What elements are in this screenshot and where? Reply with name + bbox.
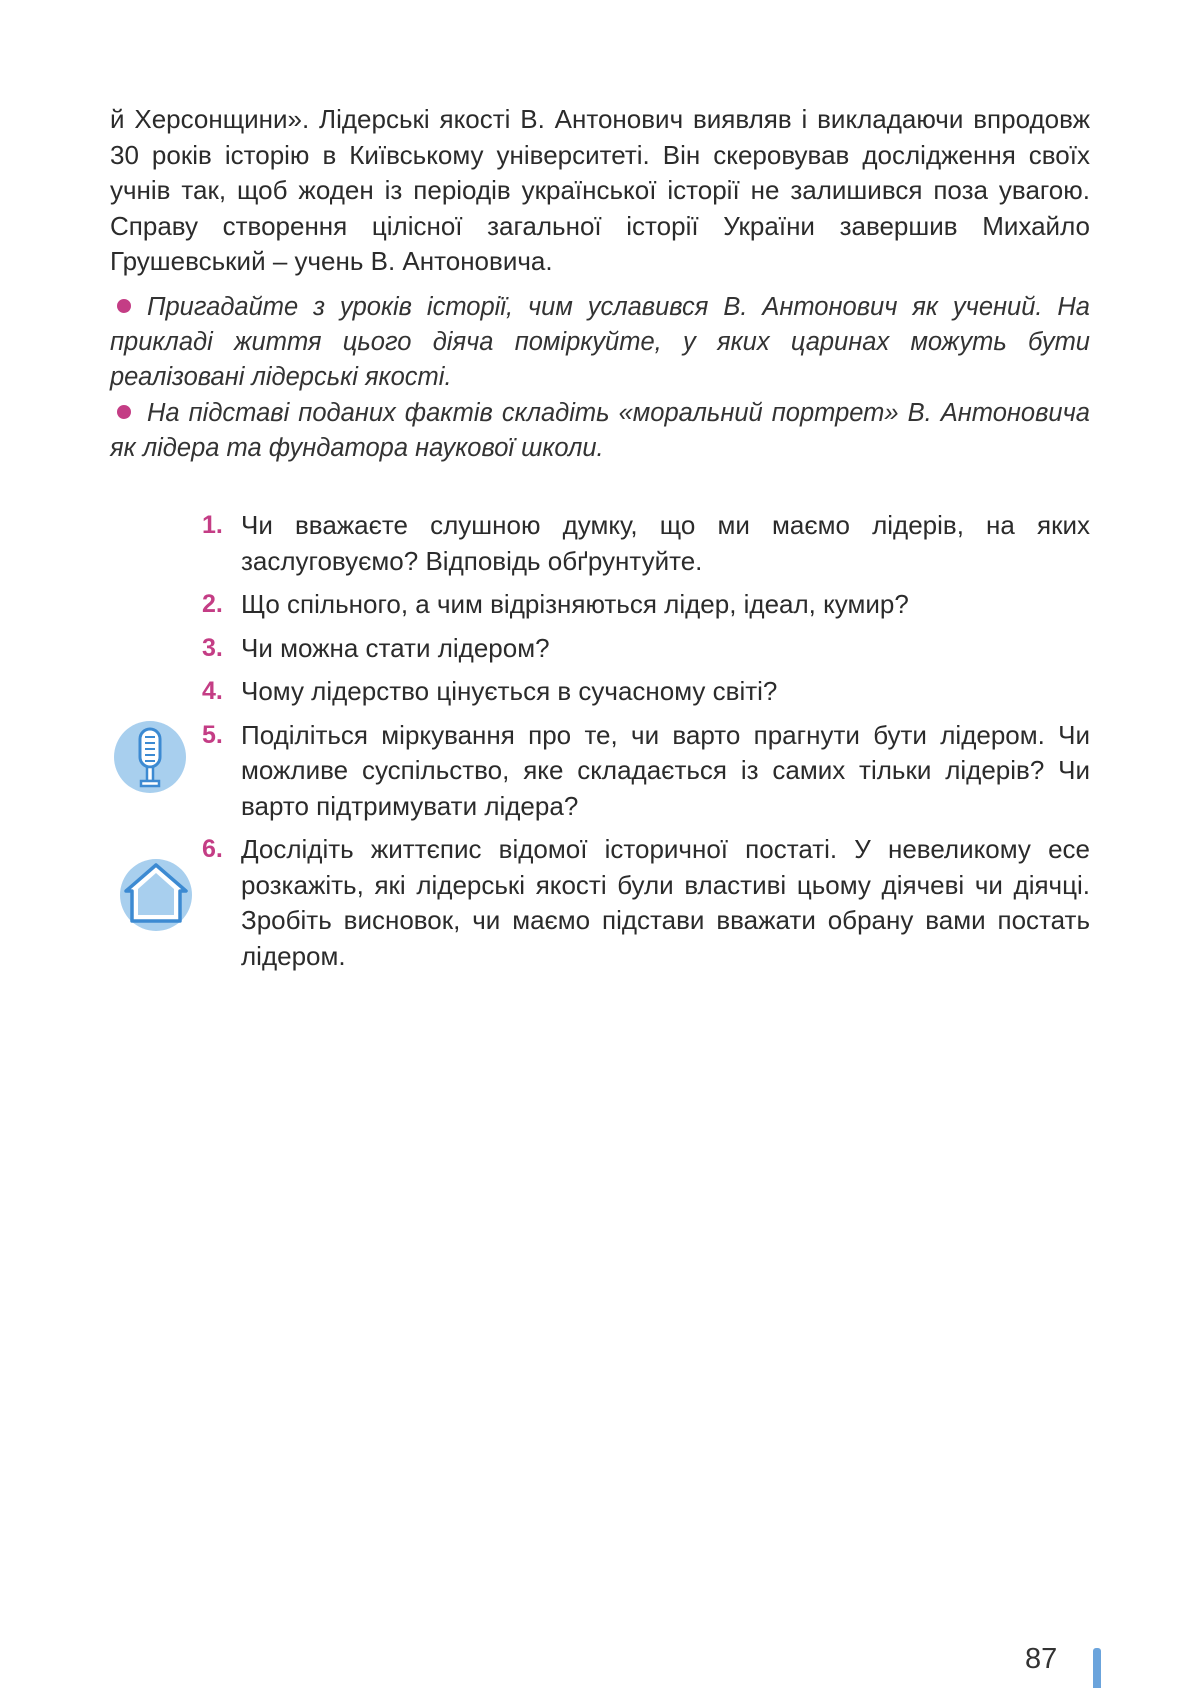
question-item: [200, 508, 1090, 579]
question-item: [200, 631, 1090, 667]
task-item: [110, 290, 1090, 395]
question-number: 3.: [202, 633, 223, 662]
body-paragraph: й Херсонщини». Лідерські якості В. Антонович виявляв і викладаючи впродовж 30 років історію в Київському університеті. Він скеровував дослідження своїх учнів так, щоб жоден із періодів української історії не залишився поза увагою. Справу створення цілісної загальної історії України завершив Михайло Грушевський – учень В. Антоновича.: [110, 104, 1090, 276]
questions-list: [200, 508, 1090, 982]
task-item: [110, 396, 1090, 466]
page-number: 87: [1025, 1643, 1058, 1675]
question-text: Що спільного, а чим відрізняються лідер, ідеал, кумир?: [241, 589, 909, 619]
question-number: 1.: [202, 511, 223, 539]
question-item: [200, 718, 1090, 825]
question-item: [200, 674, 1090, 710]
question-text: Дослідіть життєпис відомої історичної постаті. У невеликому есе розкажіть, які лідерські якості були властиві цьому діячеві чи діячці. Зробіть висновок, чи маємо підстави вважати обрану вами постать лідером.: [241, 834, 1090, 971]
bullet-icon: [117, 405, 131, 419]
task-text: Пригадайте з уроків історії, чим уславився В. Антонович як учений. На прикладі життя цього діяча поміркуйте, у яких царинах можуть бути реалізовані лідерські якості.: [110, 292, 1090, 391]
question-number: 5.: [202, 720, 223, 749]
question-text: Чи можна стати лідером?: [241, 632, 550, 663]
question-number: 4.: [202, 677, 223, 705]
question-item: [200, 587, 1090, 623]
question-number: 2.: [202, 590, 223, 618]
question-text: Поділіться міркування про те, чи варто прагнути бути лідером. Чи можливе суспільство, яке складається із самих тільки лідерів? Чи варто підтримувати лідера?: [241, 719, 1090, 821]
task-list: [110, 290, 1090, 466]
question-number: 6.: [202, 835, 223, 863]
question-text: Чи вважаєте слушною думку, що ми маємо лідерів, на яких заслуговуємо? Відповідь обґрунтуйте.: [241, 510, 1090, 576]
question-item: [200, 832, 1090, 974]
bullet-icon: [117, 299, 131, 313]
house-icon: [120, 859, 192, 931]
page-marker-bar: [1093, 1648, 1101, 1688]
microphone-icon: [114, 721, 186, 793]
question-text: Чому лідерство цінується в сучасному світі?: [241, 676, 778, 706]
main-text-block: [110, 102, 1090, 467]
task-text: На підставі поданих фактів складіть «моральний портрет» В. Антоновича як лідера та фундатора наукової школи.: [110, 398, 1090, 462]
